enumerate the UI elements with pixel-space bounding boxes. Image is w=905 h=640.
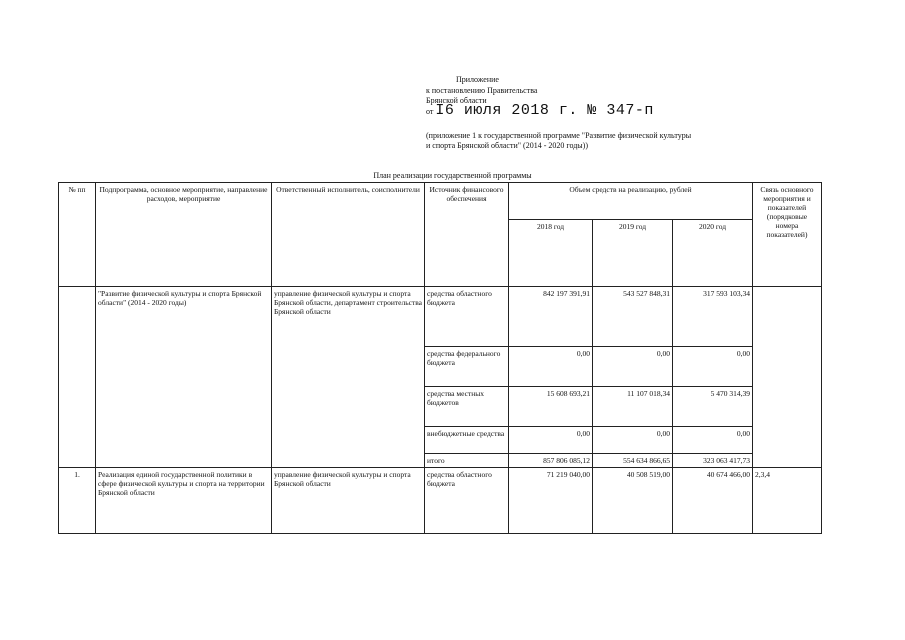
value-2020: 0,00 [673,427,753,454]
value-2018: 0,00 [509,427,593,454]
program-reference [426,131,691,151]
header-2020: 2020 год [673,220,753,287]
program-reference-line1: (приложение 1 к государственной программе "Развитие физической культуры [426,131,692,140]
item-executor: управление физической культуры и спорта Брянской области [272,468,425,534]
date-prefix: от [426,107,434,116]
header-num: № пп [59,183,96,287]
item-value-2018: 71 219 040,00 [509,468,593,534]
resolution-date [426,102,654,119]
header-link: Связь основного мероприятия и показателей (порядковые номера показателей) [753,183,822,287]
source-cell: средства местных бюджетов [425,387,509,427]
value-2018: 842 197 391,91 [509,287,593,347]
table-row [59,468,822,534]
resolution-label: к постановлению Правительства [426,86,538,95]
value-2019: 0,00 [593,347,673,387]
total-2020: 323 063 417,73 [673,454,753,468]
date-typed: I6 июля 2018 г. № 347-п [435,102,654,119]
region-label: Брянской области [426,96,487,105]
header-2019: 2019 год [593,220,673,287]
total-2019: 554 634 866,65 [593,454,673,468]
value-2020: 0,00 [673,347,753,387]
program-name-cell: "Развитие физической культуры и спорта Брянской области" (2014 - 2020 годы) [96,287,272,468]
header-executor: Ответственный исполнитель, соисполнители [272,183,425,287]
item-value-2020: 40 674 466,00 [673,468,753,534]
item-source: средства областного бюджета [425,468,509,534]
source-cell: внебюджетные средства [425,427,509,454]
header-source: Источник финансового обеспечения [425,183,509,287]
value-2020: 317 593 103,34 [673,287,753,347]
program-reference-line2: и спорта Брянской области" (2014 - 2020 годы)) [426,141,588,150]
appendix-label: Приложение [456,75,499,84]
program-num-cell [59,287,96,468]
value-2019: 543 527 848,31 [593,287,673,347]
source-cell: средства федерального бюджета [425,347,509,387]
page-title: План реализации государственной программы [373,171,532,180]
header-program: Подпрограмма, основное мероприятие, направление расходов, мероприятие [96,183,272,287]
value-2019: 11 107 018,34 [593,387,673,427]
value-2018: 15 608 693,21 [509,387,593,427]
item-value-2019: 40 508 519,00 [593,468,673,534]
plan-table [58,182,822,534]
value-2020: 5 470 314,39 [673,387,753,427]
item-name: Реализация единой государственной политики в сфере физической культуры и спорта на территории Брянской области [96,468,272,534]
source-cell: средства областного бюджета [425,287,509,347]
header-2018: 2018 год [509,220,593,287]
total-label: итого [425,454,509,468]
program-executor-cell: управление физической культуры и спорта Брянской области, департамент строительства Брянской области [272,287,425,468]
item-link: 2,3,4 [753,468,822,534]
header-funds: Объем средств на реализацию, рублей [509,183,753,220]
program-link-cell [753,287,822,468]
total-2018: 857 806 085,12 [509,454,593,468]
value-2018: 0,00 [509,347,593,387]
value-2019: 0,00 [593,427,673,454]
item-num: 1. [59,468,96,534]
table-row [59,287,822,347]
